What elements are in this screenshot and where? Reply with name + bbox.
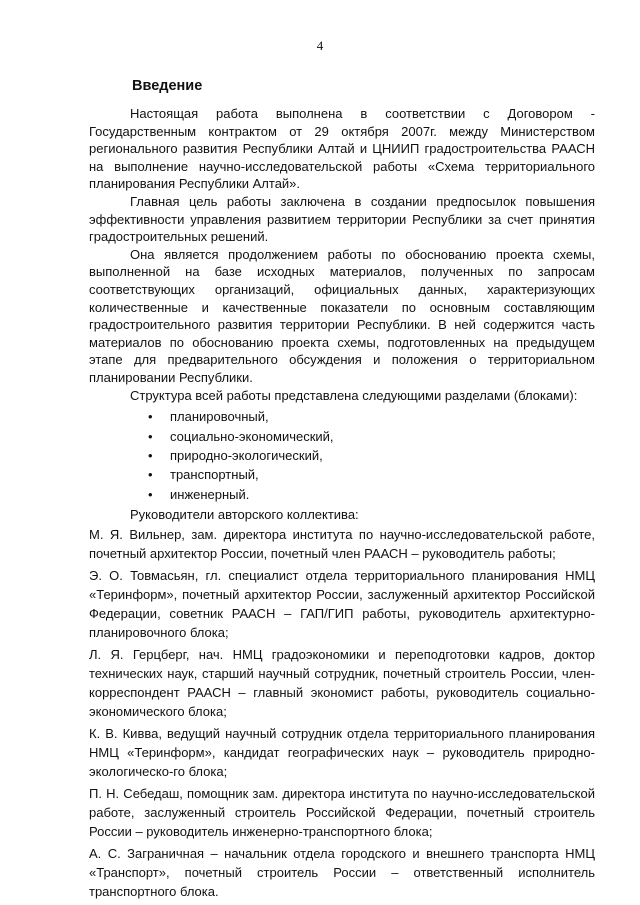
blocks-list xyxy=(89,407,595,504)
paragraph-continuation: Она является продолжением работы по обоснованию проекта схемы, выполненной на базе исходных материалов, полученных по запросам соответствующих организаций, официальных данных, характеризующих количественные и качественные показатели по основным составляющим градостроительного развития территории Республики. В ней содержится часть материалов по обоснованию проекта схемы, подготовленных на предыдущем этапе для предварительного обсуждения и положения о территориальном планировании Республики. xyxy=(89,246,595,385)
structure-intro: Структура всей работы представлена следующими разделами (блоками): xyxy=(130,387,578,403)
authors-list xyxy=(89,525,595,901)
document-body xyxy=(89,76,595,904)
list-item: • планировочный, xyxy=(89,407,595,426)
list-item: • природно-экологический, xyxy=(89,446,595,465)
author-entry: Л. Я. Герцберг, нач. НМЦ градоэкономики и переподготовки кадров, доктор технических наук, старший научный сотрудник, почетный строитель России, член-корреспондент РААСН – главный экономист работы, руководитель социально-экономического блока; xyxy=(89,646,595,719)
author-entry: П. Н. Себедаш, помощник зам. директора института по научно-исследовательской работе, заслуженный строитель Российской Федерации, почетный строитель России – руководитель инженерно-транспортного блока; xyxy=(89,785,595,839)
paragraph-goal: Главная цель работы заключена в создании предпосылок повышения эффективности управления развитием территории Республики за счет принятия градостроительных решений. xyxy=(89,193,595,245)
list-item: • социально-экономический, xyxy=(89,427,595,446)
paragraph-contract: Настоящая работа выполнена в соответствии с Договором - Государственным контрактом от 29 октября 2007г. между Министерством регионального развития Республики Алтай и ЦНИИП градостроительства РААСН на выполнение научно-исследовательской работы «Схема территориального планирования Республики Алтай». xyxy=(89,106,595,192)
authors-intro: Руководители авторского коллектива: xyxy=(130,507,359,523)
author-entry: К. В. Кивва, ведущий научный сотрудник отдела территориального планирования НМЦ «Теринформ», кандидат географических наук – руководитель природно-экологическо-го блока; xyxy=(89,725,595,779)
list-item: • транспортный, xyxy=(89,465,595,484)
author-entry: А. С. Заграничная – начальник отдела городского и внешнего транспорта НМЦ «Транспорт», почетный строитель России – ответственный исполнитель транспортного блока. xyxy=(89,845,595,899)
list-item: • инженерный. xyxy=(89,485,595,504)
author-entry: Э. О. Товмасьян, гл. специалист отдела территориального планирования НМЦ «Теринформ», почетный архитектор России, заслуженный архитектор Российской Федерации, советник РААСН – ГАП/ГИП работы, руководитель архитектурно-планировочного блока; xyxy=(89,567,595,640)
page-number: 4 xyxy=(316,38,324,53)
author-entry: М. Я. Вильнер, зам. директора института по научно-исследовательской работе, почетный архитектор России, почетный член РААСН – руководитель работы; xyxy=(89,526,595,561)
section-heading: Введение xyxy=(132,78,203,94)
